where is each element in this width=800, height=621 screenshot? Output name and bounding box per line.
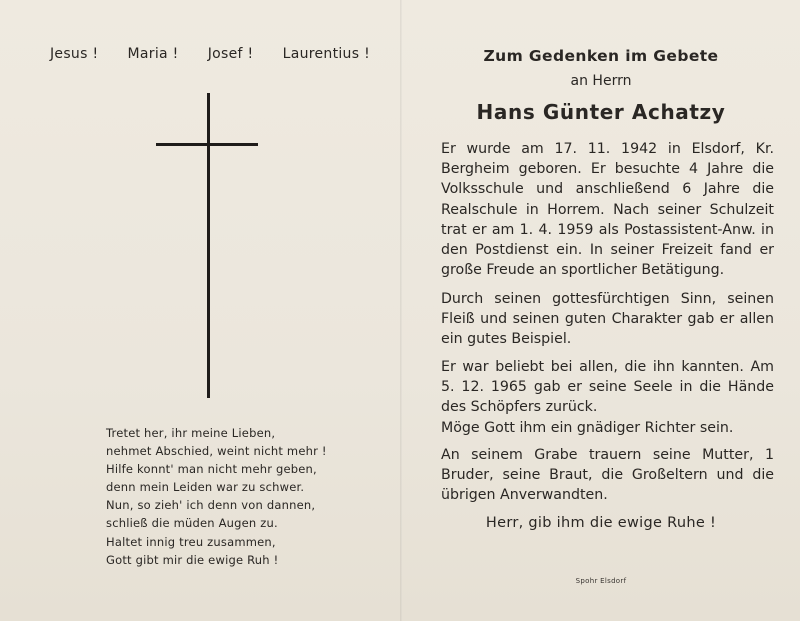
death-paragraph: Er war beliebt bei allen, die ihn kannten. Am 5. 12. 1965 gab er seine Seele in die Hände des Schöpfers zurück. [441, 359, 774, 416]
poem-line: schließ die müden Augen zu. [106, 516, 278, 531]
prayer-paragraph: Möge Gott ihm ein gnädiger Richter sein. [441, 420, 734, 436]
name-laurentius: Laurentius ! [282, 46, 370, 62]
deceased-name: Hans Günter Achatzy [476, 100, 726, 124]
memorial-heading: Zum Gedenken im Gebete [483, 47, 719, 65]
mourners-paragraph: An seinem Grabe trauern seine Mutter, 1 Bruder, seine Braut, die Großeltern und die übrigen Anverwandten. [441, 447, 774, 504]
printer-imprint: Spohr Elsdorf [575, 577, 627, 585]
poem [106, 424, 366, 569]
poem-line: nehmet Abschied, weint nicht mehr ! [106, 444, 327, 459]
memorial-subheading: an Herrn [570, 73, 632, 89]
holy-names [50, 46, 370, 62]
poem-line: Hilfe konnt' man nicht mehr geben, [106, 462, 317, 477]
name-maria: Maria ! [127, 46, 179, 62]
poem-line: Tretet her, ihr meine Lieben, [106, 426, 276, 440]
poem-line: Haltet innig treu zusammen, [106, 534, 276, 549]
biography-paragraph: Er wurde am 17. 11. 1942 in Elsdorf, Kr. Bergheim geboren. Er besuchte 4 Jahre die Volksschule und anschließend 6 Jahre die Realschule in Horrem. Nach seiner Schulzeit trat er am 1. 4. 1959 als Postassistent-Anw. in den Postdienst ein. In seiner Freizeit fand er große Freude an sportlicher Betätigung. [441, 141, 774, 279]
character-paragraph: Durch seinen gottesfürchtigen Sinn, seinen Fleiß und seinen guten Charakter gab er allen ein gutes Beispiel. [441, 291, 774, 348]
name-jesus: Jesus ! [50, 46, 99, 62]
cross-horizontal-beam [156, 143, 258, 146]
poem-line: Nun, so zieh' ich denn von dannen, [106, 498, 316, 513]
cross-vertical-beam [207, 93, 210, 398]
poem-line: denn mein Leiden war zu schwer. [106, 480, 305, 495]
name-josef: Josef ! [207, 46, 254, 62]
closing-prayer: Herr, gib ihm die ewige Ruhe ! [485, 515, 717, 531]
poem-line: Gott gibt mir die ewige Ruh ! [106, 552, 279, 567]
